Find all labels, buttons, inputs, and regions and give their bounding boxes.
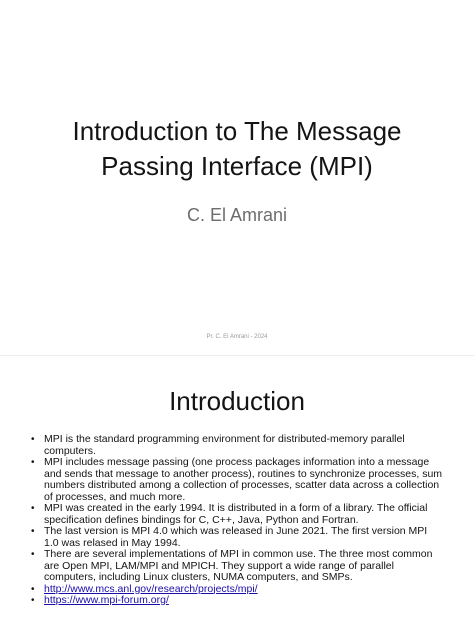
bullet-item — [30, 549, 444, 584]
bullet-text: MPI includes message passing (one process packages information into a message and sends that message to another process), routines to synchronize processes, sum numbers distributed among a collection of processes, scatter data across a collection of processes, and much more. — [44, 456, 443, 503]
bullet-dot-icon: • — [31, 526, 35, 537]
bullet-dot-icon: • — [31, 595, 35, 606]
bullet-item — [30, 434, 444, 457]
bullet-list — [30, 434, 444, 607]
bullet-dot-icon: • — [31, 434, 35, 445]
slide-2 — [0, 356, 474, 632]
bullet-item — [30, 457, 444, 503]
bullet-text: MPI is the standard programming environment for distributed-memory parallel computers. — [44, 433, 405, 457]
bullet-dot-icon: • — [31, 457, 35, 468]
bullet-item — [30, 503, 444, 526]
bullet-text: The last version is MPI 4.0 which was released in June 2021. The first version MPI 1.0 was relased in May 1994. — [44, 525, 428, 549]
bullet-dot-icon: • — [31, 583, 35, 595]
slide-heading: Introduction — [169, 386, 305, 416]
bullet-item-link — [30, 595, 444, 607]
bullet-text: There are several implementations of MPI in common use. The three most common are Open MPI, LAM/MPI and MPICH. They support a wide range of parallel computers, including Linux clusters, NUMA computers, and SMPs. — [44, 548, 433, 583]
bullet-dot-icon: • — [31, 503, 35, 514]
bullet-item — [30, 526, 444, 549]
link-mpi-forum[interactable]: https://www.mpi-forum.org/ — [44, 594, 169, 606]
slide-author: C. El Amrani — [186, 205, 288, 225]
link-mcs-anl-mpi[interactable]: http://www.mcs.anl.gov/research/projects/mpi/ — [44, 582, 258, 595]
slide-title-line-1: Introduction to The Message — [72, 116, 402, 146]
slide-footer: Pr. C. El Amrani - 2024 — [206, 334, 268, 340]
bullet-text: MPI was created in the early 1994. It is distributed in a form of a library. The official specification defines bindings for C, C++, Java, Python and Fortran. — [44, 502, 428, 526]
slide-title — [30, 114, 444, 184]
slide-title-line-2: Passing Interface (MPI) — [101, 151, 373, 181]
bullet-dot-icon: • — [31, 549, 35, 560]
